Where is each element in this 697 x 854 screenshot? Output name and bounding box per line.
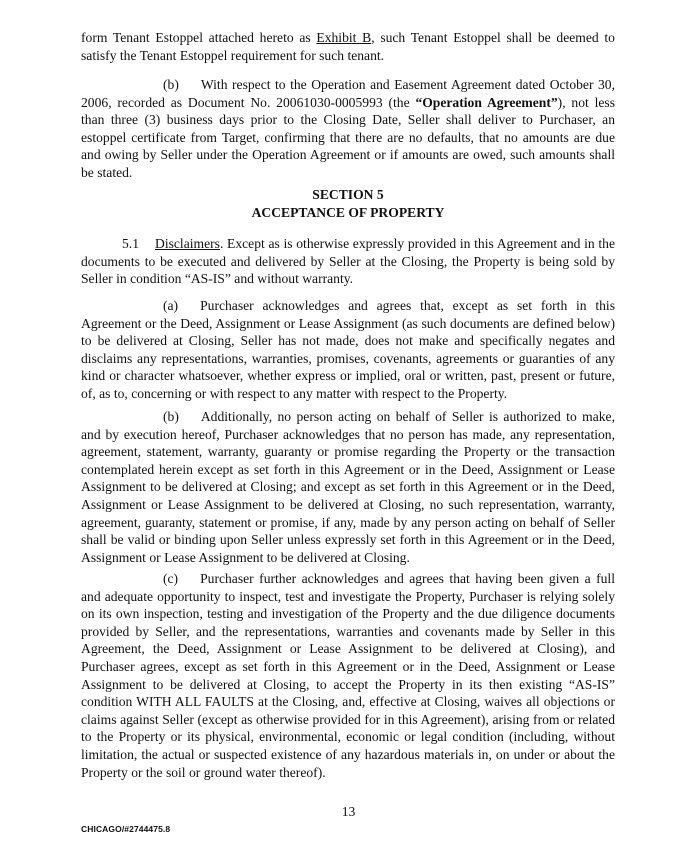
exhibit-b-reference: Exhibit B (316, 30, 372, 45)
paragraph-text: Purchaser acknowledges and agrees that, except as set forth in this Agreement or the Deed, Assignment or Lease Assignment (as such documents are defined below) to be delivered at Closing, Seller has not made, does not make and specifically negates and disclaims any representations, warranties, promises, covenants, agreements or guaranties of any kind or character whatsoever, whether express or implied, oral or written, past, present or future, of, as to, concerning or with respect to any matter with respect to the Property. (81, 298, 615, 401)
section-title: ACCEPTANCE OF PROPERTY (251, 205, 445, 220)
paragraph-a (81, 297, 615, 403)
paragraph-operation-agreement (81, 76, 615, 182)
paragraph-b (81, 408, 615, 566)
paragraph-text: Purchaser further acknowledges and agrees that having been given a full and adequate opportunity to inspect, test and investigate the Property, Purchaser is relying solely on its own inspection, testing and investigation of the Property and the due diligence documents provided by Seller, and the representations, warranties and covenants made by Seller in this Agreement, the Deed, Assignment or Lease Assignment to be delivered at Closing), and Purchaser agrees, except as set forth in this Agreement or in the Deed, Assignment or Lease Assignment to be delivered at Closing, to accept the Property in its then existing “AS-IS” condition WITH ALL FAULTS at the Closing, and, effective at Closing, waives all objections or claims against Seller (except as otherwise provided for in this Agreement), arising from or related to the Property or its physical, environmental, economic or legal condition (including, without limitation, the actual or suspected existence of any hazardous materials in, on under or about the Property or the soil or ground water thereof). (81, 571, 615, 780)
paragraph-tenant-estoppel (81, 29, 615, 64)
subsection-label: (c) (163, 571, 179, 586)
paragraph-text: Additionally, no person acting on behalf of Seller is authorized to make, and by execution hereof, Purchaser acknowledges that no person has made, any representation, agreement, statement, warranty, guaranty or promise regarding the Property or the transaction contemplated herein except as set forth in this Agreement or in the Deed, Assignment or Lease Assignment to be delivered at Closing; and except as set forth in this Agreement or in the Deed, Assignment or Lease Assignment to be delivered at Closing, no such representation, warranty, agreement, guaranty, statement or promise, if any, made by any person acting on behalf of Seller shall be valid or binding upon Seller unless expressly set forth in this Agreement or in the Deed, Assignment or Lease Assignment to be delivered at Closing. (81, 409, 615, 565)
paragraph-text: ), not less than three (3) business days prior to the Closing Date, Seller shall deliver to Purchaser, an estoppel certificate from Target, confirming that there are no defaults, that no amounts are due and owing by Seller under the Operation Agreement or if amounts are owed, such amounts shall be stated. (81, 94, 615, 180)
page-number: 13 (341, 804, 356, 819)
subsection-label: (b) (163, 409, 179, 424)
document-id: CHICAGO/#2744475.8 (81, 824, 171, 834)
subsection-label: (a) (163, 298, 179, 313)
paragraph-text: , such Tenant Estoppel shall be deemed to satisfy the Tenant Estoppel requirement for such tenant. (81, 30, 615, 63)
section-number-label: 5.1 (122, 236, 139, 251)
section-caption: Disclaimers (155, 236, 220, 251)
paragraph-text: . Except as is otherwise expressly provided in this Agreement and in the documents to be executed and delivered by Seller at the Closing, the Property is being sold by Seller in condition “AS-IS” and without warranty. (81, 236, 615, 287)
paragraph-5-1-disclaimers (81, 235, 615, 288)
defined-term: “Operation Agreement” (415, 94, 558, 110)
subsection-label: (b) (163, 77, 179, 92)
section-number: SECTION 5 (312, 187, 384, 202)
paragraph-text: form Tenant Estoppel attached hereto as (81, 30, 317, 45)
paragraph-text: With respect to the Operation and Easement Agreement dated October 30, 2006, recorded as Document No. 20061030-0005993 (the (81, 77, 615, 110)
paragraph-c (81, 570, 615, 781)
